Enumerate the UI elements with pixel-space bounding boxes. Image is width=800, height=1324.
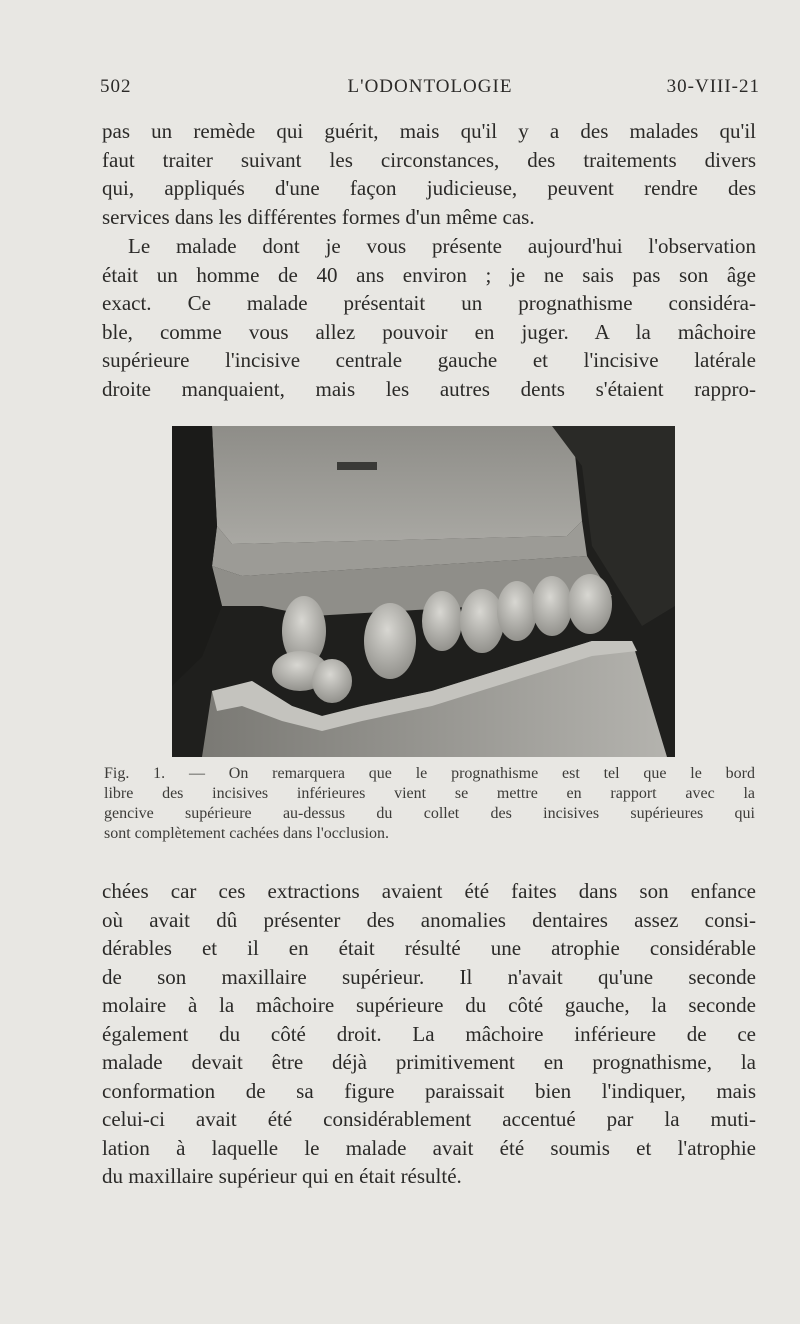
text-line: faut traiter suivant les circonstances, des traitements divers <box>102 147 756 172</box>
paragraph-1 <box>102 117 756 231</box>
text-line: de son maxillaire supérieur. Il n'avait qu'une seconde <box>102 964 756 989</box>
text-line: services dans les différentes formes d'un même cas. <box>102 204 535 229</box>
text-line: Le malade dont je vous présente aujourd'hui l'observation <box>128 234 756 258</box>
paragraph-2 <box>102 232 756 403</box>
text-line: dérables et il en était résulté une atrophie considérable <box>102 936 756 960</box>
caption-line: Fig. 1. — On remarquera que le prognathisme est tel que le bord <box>104 765 755 782</box>
text-line: qui, appliqués d'une façon judicieuse, peuvent rendre des <box>102 176 756 200</box>
text-line: celui-ci avait été considérablement accentué par la muti- <box>102 1107 756 1131</box>
running-header <box>100 76 760 106</box>
text-line: était un homme de 40 ans environ ; je ne sais pas son âge <box>102 262 756 287</box>
page-number: 502 <box>100 76 132 97</box>
text-line: supérieure l'incisive centrale gauche et l'incisive latérale <box>102 348 756 372</box>
text-line: droite manquaient, mais les autres dents s'étaient rappro- <box>102 376 756 401</box>
text-line: exact. Ce malade présentait un prognathisme considéra- <box>102 291 756 315</box>
text-line: également du côté droit. La mâchoire inférieure de ce <box>102 1021 756 1046</box>
caption-line: libre des incisives inférieures vient se mettre en rapport avec la <box>104 785 755 802</box>
dental-cast-illustration <box>172 426 675 757</box>
text-line: pas un remède qui guérit, mais qu'il y a des malades qu'il <box>102 119 756 143</box>
journal-title: L'ODONTOLOGIE <box>347 76 513 97</box>
figure-caption <box>104 764 755 844</box>
text-line: du maxillaire supérieur qui en était résulté. <box>102 1164 462 1188</box>
text-line: malade devait être déjà primitivement en prognathisme, la <box>102 1050 756 1074</box>
caption-line: gencive supérieure au-dessus du collet des incisives supérieures qui <box>104 805 755 822</box>
dental-cast-photo <box>172 426 675 757</box>
caption-line: sont complètement cachées dans l'occlusion. <box>104 825 390 842</box>
paragraph-3 <box>102 877 756 1191</box>
text-line: lation à laquelle le malade avait été soumis et l'atrophie <box>102 1135 756 1160</box>
text-line: ble, comme vous allez pouvoir en juger. A la mâchoire <box>102 319 756 344</box>
text-line: conformation de sa figure paraissait bien l'indiquer, mais <box>102 1078 756 1103</box>
text-line: chées car ces extractions avaient été faites dans son enfance <box>102 879 756 903</box>
text-line: molaire à la mâchoire supérieure du côté gauche, la seconde <box>102 993 756 1017</box>
text-line: où avait dû présenter des anomalies dentaires assez consi- <box>102 907 756 932</box>
issue-date: 30-VIII-21 <box>666 76 760 97</box>
